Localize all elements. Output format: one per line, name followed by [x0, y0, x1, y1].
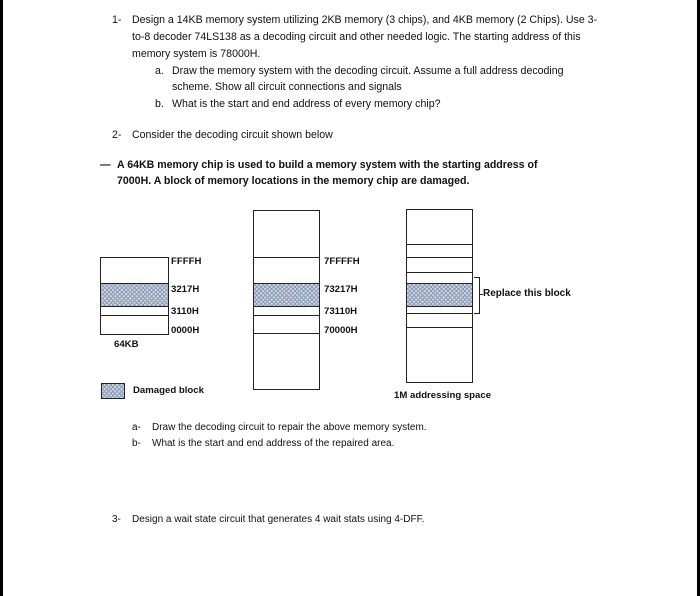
- chip1-top-address: FFFFH: [171, 256, 202, 267]
- q1-b-line: What is the start and end address of every memory chip?: [172, 98, 441, 110]
- legend-damaged-label: Damaged block: [133, 385, 204, 396]
- map1-divider-top: [253, 257, 319, 258]
- q2-a-label: a-: [132, 422, 141, 433]
- q1-a-label: a.: [155, 65, 164, 77]
- q1-a-line-1: Draw the memory system with the decoding circuit. Assume a full address decoding: [172, 65, 564, 77]
- q2-number: 2-: [112, 129, 122, 141]
- map1-divider-bottom: [253, 333, 319, 334]
- map2-divider-1: [406, 244, 472, 245]
- q1-number: 1-: [112, 14, 122, 26]
- q2-b-label: b-: [132, 438, 141, 449]
- q2-line: Consider the decoding circuit shown below: [132, 129, 333, 141]
- map2-divider-2: [406, 257, 472, 258]
- chip1-damaged-top-address: 3217H: [171, 284, 200, 295]
- addressing-space-label: 1M addressing space: [394, 390, 492, 401]
- map2-replacement-block: [406, 283, 473, 307]
- q1-line-1: Design a 14KB memory system utilizing 2KB memory (3 chips), and 4KB memory (2 Chips). Use 3-: [132, 14, 598, 26]
- q1-line-3: memory system is 78000H.: [132, 48, 261, 60]
- q3-line: Design a wait state circuit that generates 4 wait stats using 4-DFF.: [132, 514, 425, 525]
- map1-damaged-bottom-address: 73110H: [324, 306, 358, 317]
- q2-dash: —: [100, 159, 111, 171]
- map1-top-address: 7FFFFH: [324, 256, 360, 267]
- q2-bold-line-1: A 64KB memory chip is used to build a memory system with the starting address of: [117, 159, 538, 171]
- replace-block-label: Replace this block: [483, 288, 571, 299]
- q1-a-line-2: scheme. Show all circuit connections and signals: [172, 81, 402, 93]
- q2-bold-line-2: 7000H. A block of memory locations in the memory chip are damaged.: [117, 175, 470, 187]
- map2-divider-3: [406, 272, 472, 273]
- q3-number: 3-: [112, 514, 121, 525]
- q2-a-line: Draw the decoding circuit to repair the above memory system.: [152, 422, 427, 433]
- chip1-damaged-block: [100, 283, 169, 307]
- map2-divider-5: [406, 327, 472, 328]
- chip1-size-label: 64KB: [114, 339, 139, 350]
- brace-line: [479, 277, 480, 314]
- map1-bottom-address: 70000H: [324, 325, 358, 336]
- brace-bottom-tick: [474, 313, 479, 314]
- chip1-damaged-bottom-address: 3110H: [171, 306, 199, 317]
- chip1-divider: [100, 315, 168, 316]
- map1-damaged-block: [253, 283, 320, 307]
- map1-damaged-top-address: 73217H: [324, 284, 358, 295]
- map2-divider-4: [406, 313, 472, 314]
- map1-divider-mid: [253, 315, 319, 316]
- q2-b-line: What is the start and end address of the repaired area.: [152, 438, 395, 449]
- legend-damaged-swatch: [101, 383, 125, 399]
- left-edge-bar: [0, 0, 3, 596]
- q1-line-2: to-8 decoder 74LS138 as a decoding circuit and other needed logic. The starting address of this: [132, 31, 581, 43]
- q1-b-label: b.: [155, 98, 164, 110]
- chip1-bottom-address: 0000H: [171, 325, 200, 336]
